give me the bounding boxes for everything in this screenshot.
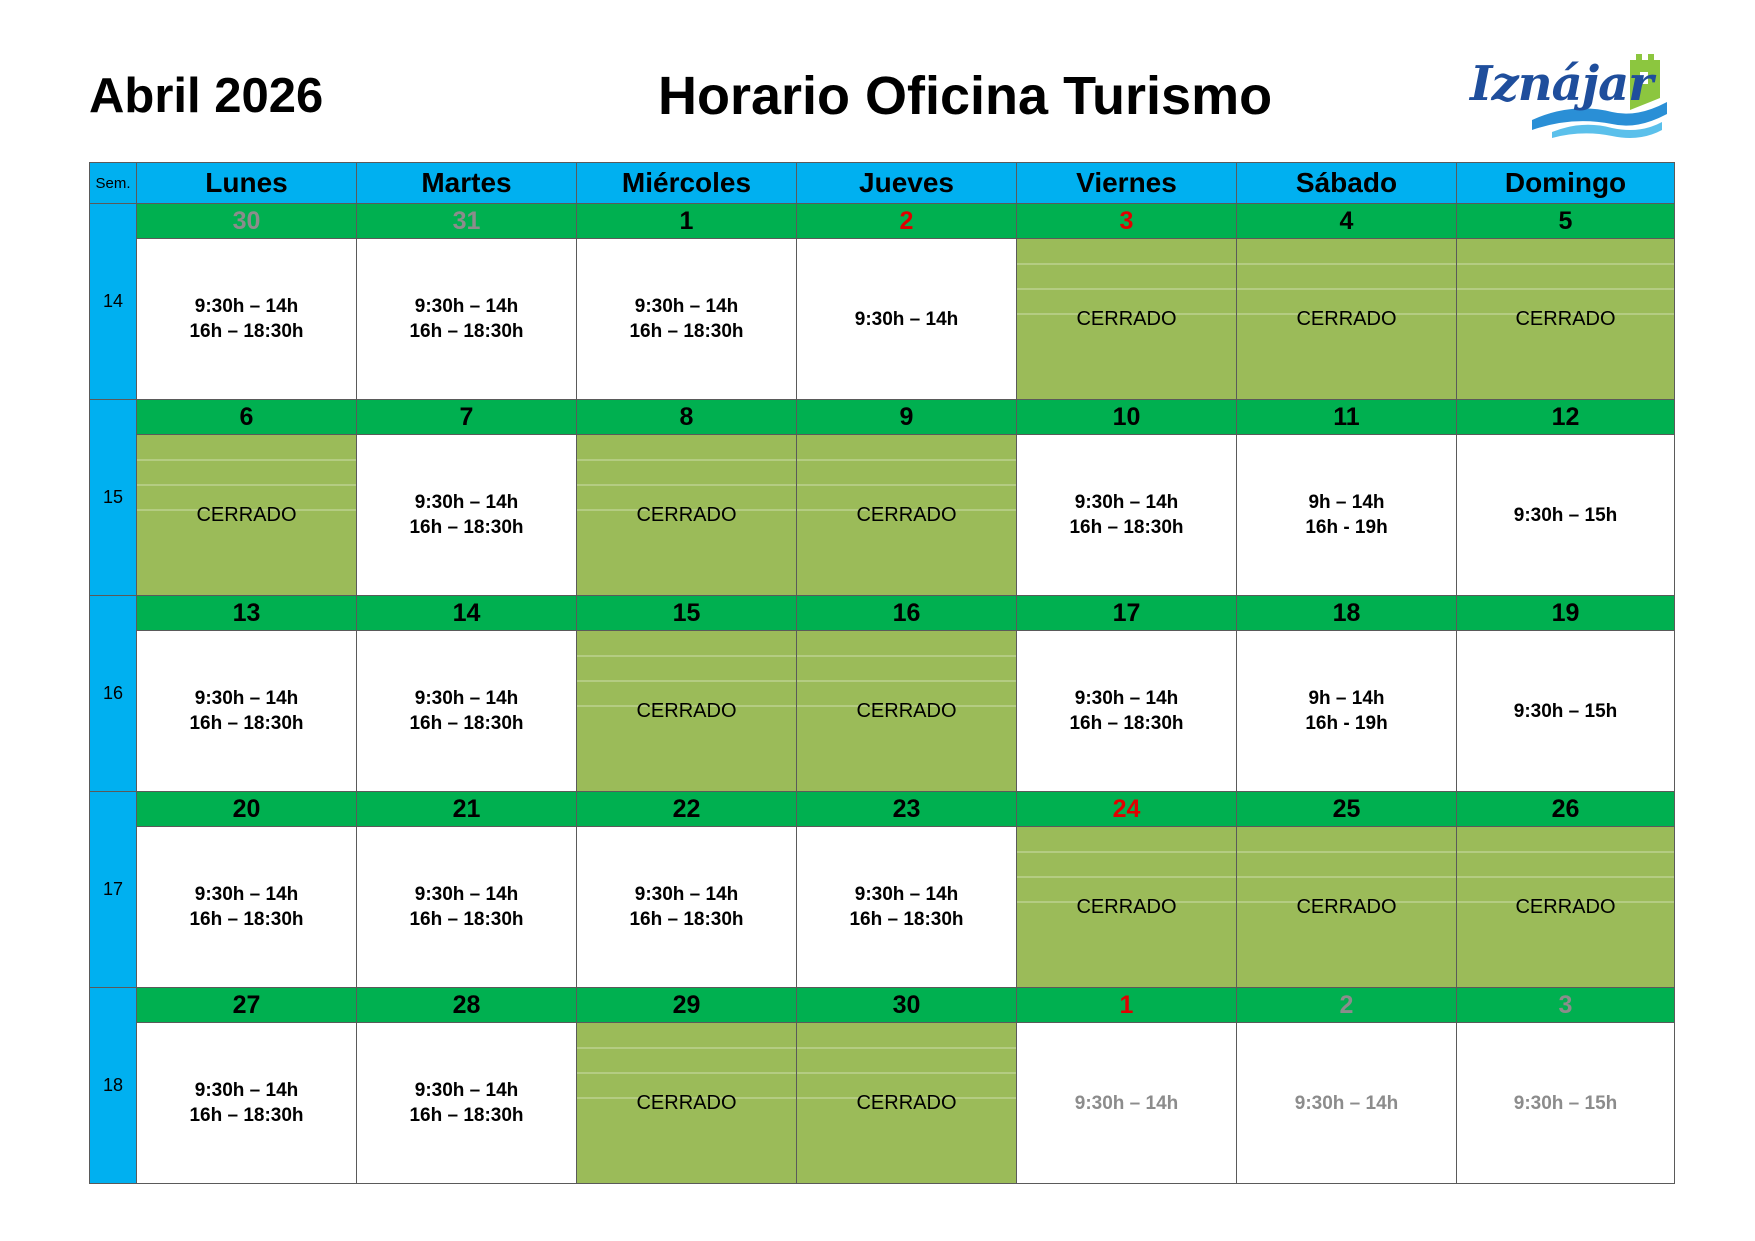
hours-line: 9:30h – 14h [634,884,739,905]
day-number: 29 [577,988,797,1023]
hours-line: 16h – 18:30h [1069,517,1184,538]
day-number: 25 [1237,792,1457,827]
day-number: 30 [137,204,357,239]
day-number: 8 [577,400,797,435]
hours-line: 9:30h – 14h [854,308,959,330]
hours-line: 9:30h – 14h [194,884,299,905]
day-number: 22 [577,792,797,827]
hours-line: 9:30h – 14h [854,884,959,905]
opening-hours-cell [137,827,357,988]
hours-line: 9:30h – 15h [1513,1092,1618,1114]
day-number: 3 [1457,988,1675,1023]
schedule-table [89,162,1675,1184]
opening-hours-cell [1237,435,1457,596]
day-number: 5 [1457,204,1675,239]
week-date-row [90,204,1675,239]
hours-line: 16h – 18:30h [409,321,524,342]
day-number: 9 [797,400,1017,435]
week-number: 15 [90,400,137,596]
hours-line: 9:30h – 14h [194,688,299,709]
hours-line: 16h – 18:30h [189,909,304,930]
week-number: 17 [90,792,137,988]
week-date-row [90,988,1675,1023]
day-number: 4 [1237,204,1457,239]
closed-cell [797,631,1017,792]
hours-line: 16h – 18:30h [629,909,744,930]
hours-line: 16h – 18:30h [189,713,304,734]
day-number: 6 [137,400,357,435]
opening-hours-cell [797,827,1017,988]
week-hours-row [90,1023,1675,1184]
opening-hours-cell [1237,631,1457,792]
opening-hours-cell [577,827,797,988]
day-number: 12 [1457,400,1675,435]
hours-line: 16h – 18:30h [1069,713,1184,734]
weekday-header: Miércoles [577,163,797,204]
hours-line: 16h – 18:30h [409,517,524,538]
hours-line: 9:30h – 14h [1294,1092,1399,1114]
day-number: 3 [1017,204,1237,239]
day-number: 27 [137,988,357,1023]
opening-hours-cell [357,1023,577,1184]
closed-cell [137,435,357,596]
month-title: Abril 2026 [89,69,324,123]
week-date-row [90,400,1675,435]
opening-hours-cell [1237,1023,1457,1184]
opening-hours-cell [357,631,577,792]
closed-label: CERRADO [1515,895,1616,918]
day-number: 21 [357,792,577,827]
weekday-header-row [90,163,1675,204]
day-number: 31 [357,204,577,239]
day-number: 13 [137,596,357,631]
closed-label: CERRADO [856,1091,957,1114]
hours-line: 9:30h – 14h [1074,492,1179,513]
day-number: 1 [1017,988,1237,1023]
hours-line: 9:30h – 14h [1074,1092,1179,1114]
day-number: 30 [797,988,1017,1023]
day-number: 28 [357,988,577,1023]
closed-label: CERRADO [1515,307,1616,330]
weekday-header: Martes [357,163,577,204]
closed-label: CERRADO [856,503,957,526]
hours-line: 9:30h – 14h [1074,688,1179,709]
opening-hours-cell [1457,435,1675,596]
day-number: 2 [797,204,1017,239]
hours-line: 9:30h – 14h [414,296,519,317]
closed-cell [1237,827,1457,988]
closed-label: CERRADO [636,503,737,526]
day-number: 16 [797,596,1017,631]
opening-hours-cell [797,239,1017,400]
hours-line: 9:30h – 14h [194,296,299,317]
opening-hours-cell [1017,1023,1237,1184]
day-number: 11 [1237,400,1457,435]
opening-hours-cell [357,239,577,400]
hours-line: 9h – 14h [1308,492,1385,513]
closed-label: CERRADO [1296,895,1397,918]
hours-line: 9h – 14h [1308,688,1385,709]
day-number: 14 [357,596,577,631]
hours-line: 9:30h – 15h [1513,504,1618,526]
closed-cell [1457,239,1675,400]
weekday-header: Sábado [1237,163,1457,204]
opening-hours-cell [357,435,577,596]
hours-line: 9:30h – 15h [1513,700,1618,722]
weekday-header: Jueves [797,163,1017,204]
day-number: 7 [357,400,577,435]
hours-line: 16h – 18:30h [189,321,304,342]
hours-line: 16h - 19h [1305,517,1388,538]
opening-hours-cell [1017,435,1237,596]
hours-line: 9:30h – 14h [414,688,519,709]
closed-label: CERRADO [1076,307,1177,330]
hours-line: 16h - 19h [1305,713,1388,734]
closed-label: CERRADO [1076,895,1177,918]
closed-label: CERRADO [636,1091,737,1114]
page-title: Horario Oficina Turismo [658,66,1273,126]
closed-cell [577,1023,797,1184]
week-number: 16 [90,596,137,792]
closed-label: CERRADO [196,503,297,526]
day-number: 1 [577,204,797,239]
opening-hours-cell [577,239,797,400]
closed-label: CERRADO [636,699,737,722]
opening-hours-cell [1017,631,1237,792]
hours-line: 9:30h – 14h [414,492,519,513]
day-number: 20 [137,792,357,827]
hours-line: 16h – 18:30h [629,321,744,342]
closed-cell [1017,827,1237,988]
hours-line: 16h – 18:30h [409,909,524,930]
hours-line: 16h – 18:30h [849,909,964,930]
closed-label: CERRADO [856,699,957,722]
week-hours-row [90,239,1675,400]
logo [1462,50,1670,138]
hours-line: 16h – 18:30h [409,1105,524,1126]
closed-cell [1237,239,1457,400]
week-number-header: Sem. [90,163,137,204]
closed-cell [577,631,797,792]
week-hours-row [90,631,1675,792]
hours-line: 16h – 18:30h [189,1105,304,1126]
hours-line: 16h – 18:30h [409,713,524,734]
weekday-header: Domingo [1457,163,1675,204]
closed-cell [797,1023,1017,1184]
hours-line: 9:30h – 14h [414,884,519,905]
day-number: 2 [1237,988,1457,1023]
opening-hours-cell [1457,631,1675,792]
week-hours-row [90,435,1675,596]
week-date-row [90,596,1675,631]
closed-label: CERRADO [1296,307,1397,330]
opening-hours-cell [137,239,357,400]
day-number: 18 [1237,596,1457,631]
day-number: 24 [1017,792,1237,827]
logo-text: Iznájar [1470,56,1653,112]
day-number: 17 [1017,596,1237,631]
week-hours-row [90,827,1675,988]
opening-hours-cell [137,1023,357,1184]
weekday-header: Lunes [137,163,357,204]
day-number: 15 [577,596,797,631]
day-number: 26 [1457,792,1675,827]
hours-line: 9:30h – 14h [414,1080,519,1101]
week-number: 14 [90,204,137,400]
closed-cell [797,435,1017,596]
day-number: 23 [797,792,1017,827]
hours-line: 9:30h – 14h [634,296,739,317]
day-number: 19 [1457,596,1675,631]
opening-hours-cell [137,631,357,792]
closed-cell [577,435,797,596]
weekday-header: Viernes [1017,163,1237,204]
hours-line: 9:30h – 14h [194,1080,299,1101]
week-number: 18 [90,988,137,1184]
closed-cell [1457,827,1675,988]
week-date-row [90,792,1675,827]
day-number: 10 [1017,400,1237,435]
opening-hours-cell [357,827,577,988]
opening-hours-cell [1457,1023,1675,1184]
closed-cell [1017,239,1237,400]
